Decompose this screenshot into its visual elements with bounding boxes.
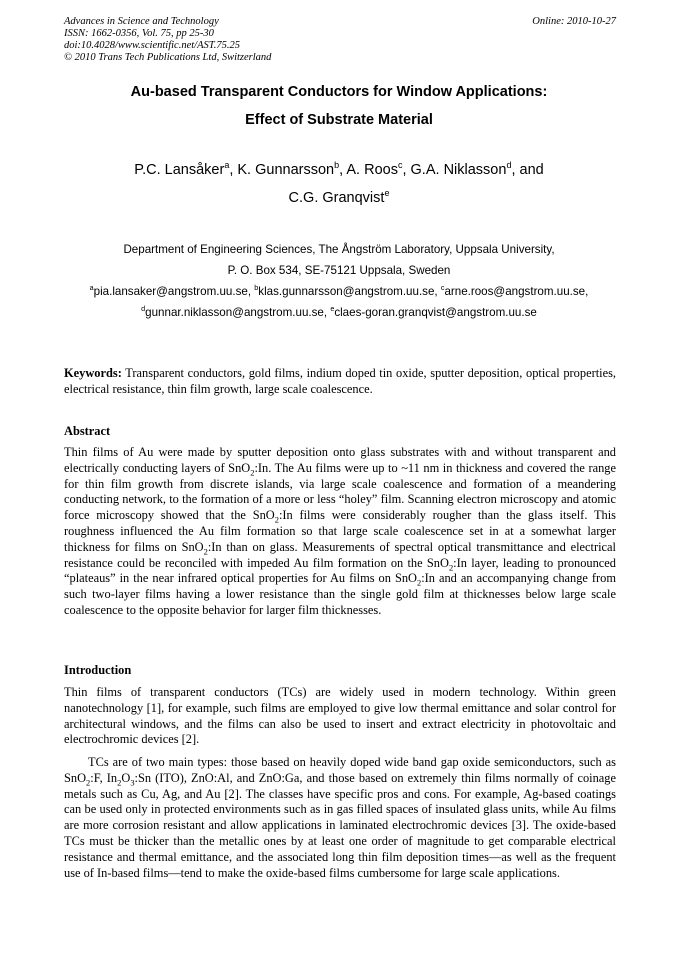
introduction-paragraph-2 [64,755,616,881]
author-name: G.A. Niklasson [410,162,507,178]
email-link[interactable]: klas.gunnarsson@angstrom.uu.se [258,285,435,298]
abstract-fragment: :In and an accompanying change from such two-layer films having a lower resistance than the single gold film at thicknesses below large scale coalescence to the opposite behavior for larger film thicknesses. [64,571,616,617]
abstract-fragment: :In layer, leading to pronounced “plateaus” in the near infrared optical properties for Au films on SnO [64,555,616,586]
title-line-2: Effect of Substrate Material [245,112,433,128]
author-name: C.G. Granqvist [288,190,385,206]
issn-line: ISSN: 1662-0356, Vol. 75, pp 25-30 [64,28,214,39]
keywords [64,366,616,398]
author-affil-mark: c [397,160,403,171]
affiliation-line-1: Department of Engineering Sciences, The Ångström Laboratory, Uppsala University, [123,243,555,256]
affiliation [40,239,638,323]
introduction-heading: Introduction [64,663,132,677]
author-line-1: P.C. Lansåker$^a$, K. Gunnarsson$^b$, A. Roos$^c$, G.A. Niklasson$^d$, and [134,160,544,178]
author-affil-mark: e [384,188,390,199]
author-name: A. Roos [346,162,398,178]
email-link[interactable]: arne.roos@angstrom.uu.se [444,285,586,298]
author-name: K. Gunnarsson [237,162,335,178]
email-line-1: $^a$pia.lansaker@angstrom.uu.se, $^b$klas.gunnarsson@angstrom.uu.se, $^c$arne.roos@angstrom.uu.se, [89,283,589,298]
paper-title [40,78,638,134]
copyright-line: © 2010 Trans Tech Publications Ltd, Switzerland [64,52,272,63]
email-mark: e [330,304,335,314]
subscript: 2 [417,577,422,588]
subscript: 2 [203,546,208,557]
email-line-2: $^d$gunnar.niklasson@angstrom.uu.se, $^e$claes-goran.granqvist@angstrom.uu.se [141,304,537,319]
email-link[interactable]: gunnar.niklasson@angstrom.uu.se [145,306,324,319]
abstract-fragment: :In. The Au films were up to ~11 nm in thickness and covered the range for thin film growth from discrete islands, via large scale coalescence and formation of a meandering conducting network, to the formation of a more or less “holey” film. Scanning electron microscopy and atomic force microscopy showed that the SnO [64,460,616,523]
journal-name: Advances in Science and Technology [64,16,219,27]
author-line-2 [40,184,638,212]
subscript: 2 [250,467,255,478]
intro-fragment: :Sn (ITO), ZnO:Al, and ZnO:Ga, and those based on extremely thin films normally of coinage metals such as Cu, Ag, and Au [2]. The classes have specific pros and cons. For example, Ag-based coatings can be used only in protected environments such as in gas filled spaces of insulated glass units, while Au films are more corrosion resistant and allow applications in laminated electrochromic devices [3]. The oxide-based TCs must be thicker than the metallic ones by at least one order of magnitude to get comparable electrical resistance and thermal emittance, and the associated long thin film deposition times—as well as the frequent use of In-based films—tend to make the oxide-based films cumbersome for large scale applications. [64,770,617,880]
abstract-fragment: Thin films of Au were made by sputter deposition onto glass substrates with and without transparent and electrically conducting layers of SnO [64,445,616,475]
email-link[interactable]: claes-goran.granqvist@angstrom.uu.se [334,306,537,319]
intro-fragment: :F, In [90,770,118,785]
abstract-heading: Abstract [64,424,111,438]
email-mark: d [141,304,146,314]
author-conjunction: and [519,162,544,178]
email-mark: b [254,283,259,293]
author-affil-mark: b [334,160,340,171]
subscript: 2 [448,562,454,573]
subscript: 2 [274,514,279,525]
intro-fragment: TCs are of two main types: those based on heavily doped wide band gap oxide semiconductors, such as SnO [64,755,616,785]
subscript: 3 [130,777,135,788]
email-link[interactable]: pia.lansaker@angstrom.uu.se [93,285,248,298]
email-mark: a [89,283,94,293]
title-line-1: Au-based Transparent Conductors for Window Applications: [130,84,548,100]
keywords-text: Transparent conductors, gold films, indium doped tin oxide, sputter deposition, optical properties, electrical resistance, thin film growth, large scale coalescence. [64,366,616,396]
author-affil-mark: d [506,160,512,171]
subscript: 2 [117,777,122,788]
author-list [40,156,638,212]
abstract-text [64,445,616,619]
subscript: 2 [86,777,91,788]
email-mark: c [440,283,445,293]
introduction-paragraph-1: Thin films of transparent conductors (TCs) are widely used in modern technology. Within green nanotechnology [1], for example, such films are employed to give low thermal emittance and solar control for architectural windows, and the films can also be used to insert and extract electricity in photovoltaic and electrochromic devices [2]. [64,685,616,747]
doi-line: doi:10.4028/www.scientific.net/AST.75.25 [64,40,241,51]
keywords-label: Keywords: [64,366,122,380]
abstract-fragment: :In than on glass. Measurements of spectral optical transmittance and electrical resistance could be reconciled with impeded Au film formation on the SnO [64,539,616,570]
journal-header [64,16,616,64]
intro-fragment: O [121,770,131,785]
author-affil-mark: a [224,160,230,171]
affiliation-line-2: P. O. Box 534, SE-75121 Uppsala, Sweden [227,264,451,277]
author-name: P.C. Lansåker [134,162,225,178]
online-date: Online: 2010-10-27 [532,16,616,27]
abstract-fragment: :In films were considerably rougher than the glass itself. This roughness influenced the Au film formation so that large scale coalescence set in at a somewhat larger thickness for films on SnO [64,508,616,554]
